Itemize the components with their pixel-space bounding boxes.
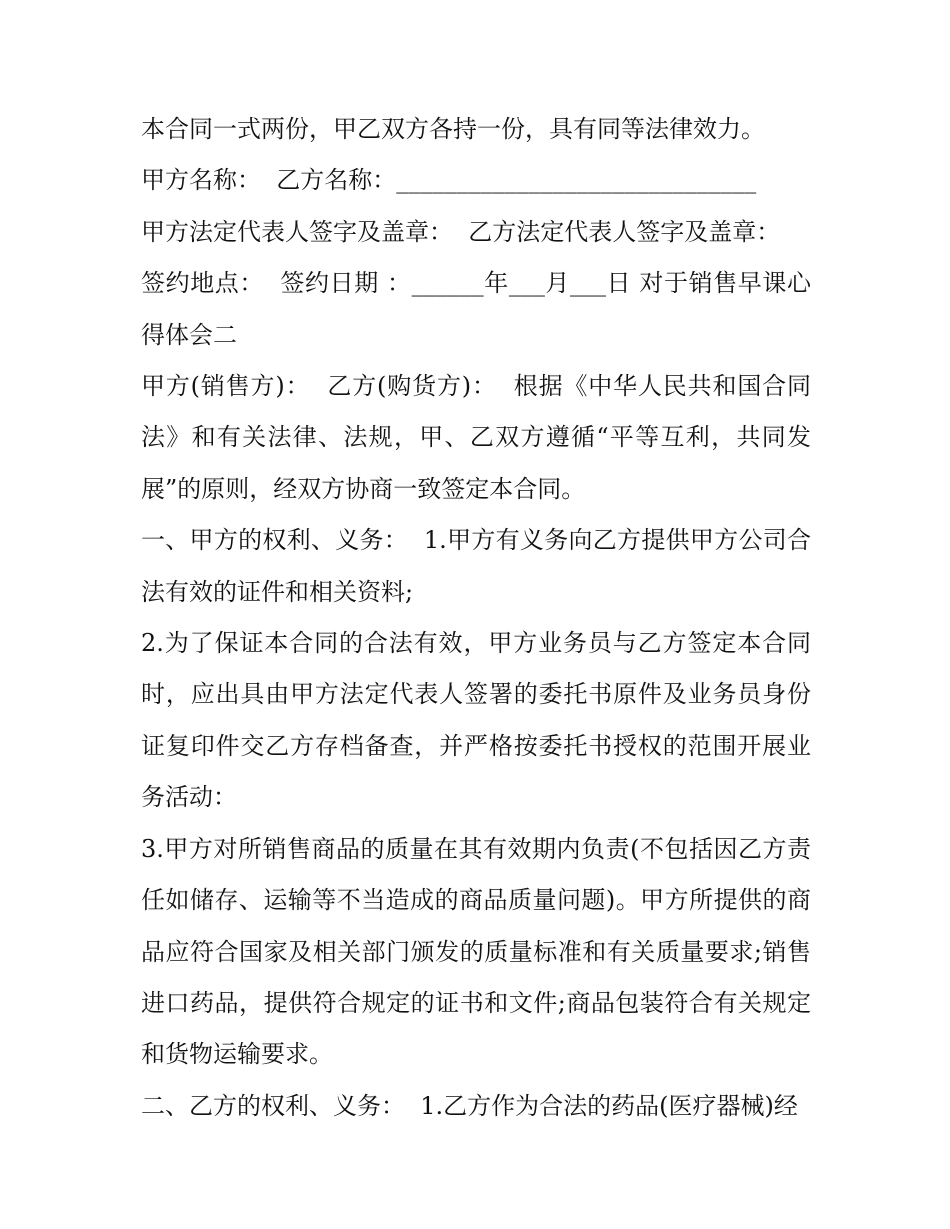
document-body [141, 104, 811, 1132]
paragraph-party-b-obligation-1: 二、乙方的权利、义务： 1.乙方作为合法的药品(医疗器械)经 [141, 1091, 798, 1120]
paragraph-signing-place-date: 签约地点： 签约日期 ：______年___月___日 对于销售早课心得体会二 [141, 269, 811, 349]
paragraph-signatures: 甲方法定代表人签字及盖章： 乙方法定代表人签字及盖章： [141, 217, 781, 246]
paragraph-party-a-obligation-3: 3.甲方对所销售商品的质量在其有效期内负责(不包括因乙方责任如储存、运输等不当造成的商品质量问题)。甲方所提供的商品应符合国家及相关部门颁发的质量标准和有关质量要求;销售进口药品，提供符合规定的证书和文件;商品包装符合有关规定和货物运输要求。 [141, 834, 811, 1069]
paragraph-parties-preamble: 甲方(销售方)： 乙方(购货方)： 根据《中华人民共和国合同法》和有关法律、法规，甲、乙双方遵循“平等互利，共同发展”的原则，经双方协商一致签定本合同。 [141, 372, 811, 503]
paragraph-party-a-obligation-1: 一、甲方的权利、义务： 1.甲方有义务向乙方提供甲方公司合法有效的证件和相关资料; [141, 526, 811, 606]
paragraph-contract-copies: 本合同一式两份，甲乙双方各持一份，具有同等法律效力。 [141, 115, 765, 143]
paragraph-party-a-obligation-2: 2.为了保证本合同的合法有效，甲方业务员与乙方签定本合同时，应出具由甲方法定代表人签署的委托书原件及业务员身份证复印件交乙方存档备查，并严格按委托书授权的范围开展业务活动： [141, 629, 811, 812]
paragraph-party-names: 甲方名称： 乙方名称：______________________________ [141, 166, 757, 195]
